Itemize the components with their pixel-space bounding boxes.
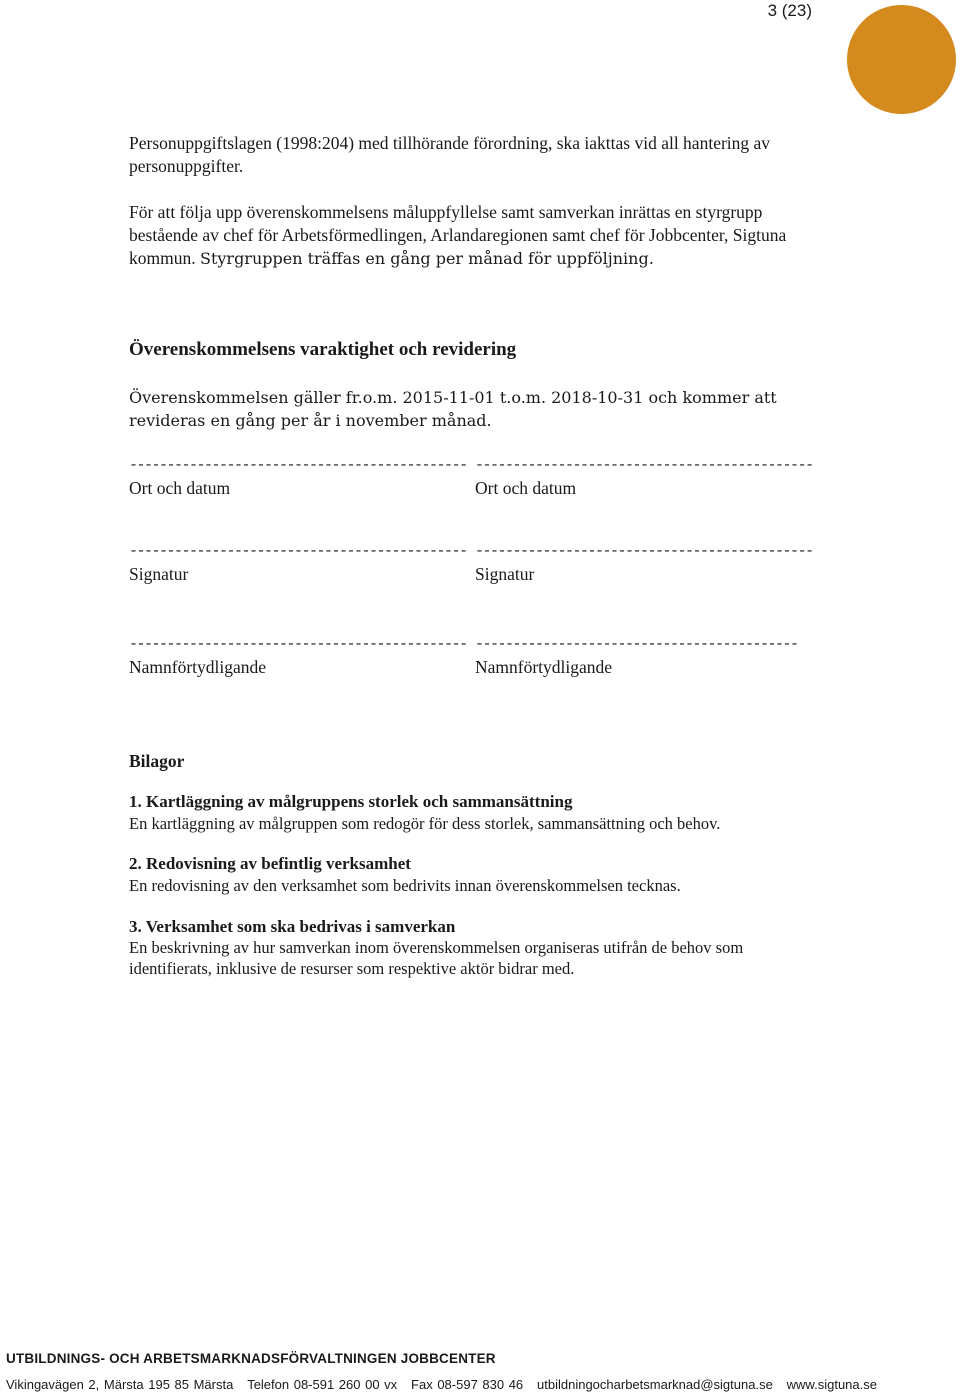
decorative-circle xyxy=(847,5,956,114)
footer-contact xyxy=(6,1377,877,1392)
footer-website[interactable]: www.sigtuna.se xyxy=(786,1377,877,1392)
footer-phone: Telefon 08-591 260 00 vx xyxy=(247,1377,398,1392)
footer-email[interactable]: utbildningocharbetsmarknad@sigtuna.se xyxy=(537,1377,773,1392)
attachment-3-description: En beskrivning av hur samverkan inom överenskommelsen organiseras utifrån de behov som identifierats, inklusive de resurser som respektive aktör bidrar med. xyxy=(129,938,744,978)
signature-line-right-1: --------------------------------------------- xyxy=(475,457,813,474)
signature-line-left-2: --------------------------------------------- xyxy=(129,543,467,560)
place-date-label-right: Ort och datum xyxy=(475,478,577,498)
signature-label-left: Signatur xyxy=(129,564,189,584)
footer-organization: UTBILDNINGS- OCH ARBETSMARKNADSFÖRVALTNINGEN JOBBCENTER xyxy=(6,1351,496,1366)
paragraph-personal-data: Personuppgiftslagen (1998:204) med tillhörande förordning, ska iakttas vid all hantering av personuppgifter. xyxy=(129,133,771,176)
signature-line-left-3: --------------------------------------------- xyxy=(129,636,467,653)
paragraph-steering-group-text: För att följa upp överenskommelsens måluppfyllelse samt samverkan inrättas en styrgrupp bestående av chef för Arbetsförmedlingen, Arlandaregionen samt chef för Jobbcenter, Sigtuna kommun. xyxy=(129,202,787,268)
page-number: 3 (23) xyxy=(767,1,812,20)
place-date-label-left: Ort och datum xyxy=(129,478,231,498)
paragraph-validity: Överenskommelsen gäller fr.o.m. 2015-11-01 t.o.m. 2018-10-31 och kommer att revideras en gång per år i november månad. xyxy=(129,388,777,430)
footer-fax: Fax 08-597 830 46 xyxy=(411,1377,524,1392)
signature-line-right-2: --------------------------------------------- xyxy=(475,543,813,560)
signature-line-left-1: --------------------------------------------- xyxy=(129,457,467,474)
paragraph-steering-group-meetings: Styrgruppen träffas en gång per månad för uppföljning. xyxy=(199,249,654,268)
attachment-1-title: 1. Kartläggning av målgruppens storlek och sammansättning xyxy=(129,792,573,811)
attachment-2-title: 2. Redovisning av befintlig verksamhet xyxy=(129,854,411,873)
attachments-heading: Bilagor xyxy=(129,751,185,771)
attachment-3-title: 3. Verksamhet som ska bedrivas i samverkan xyxy=(129,917,456,936)
attachment-2-description: En redovisning av den verksamhet som bedrivits innan överenskommelsen tecknas. xyxy=(129,876,681,895)
paragraph-steering-group xyxy=(129,201,834,270)
section-heading: Överenskommelsens varaktighet och revidering xyxy=(129,339,517,360)
signature-label-right: Signatur xyxy=(475,564,535,584)
signature-line-right-3: ------------------------------------------- xyxy=(475,636,798,653)
footer-address: Vikingavägen 2, Märsta 195 85 Märsta xyxy=(6,1377,234,1392)
name-clarification-label-left: Namnförtydligande xyxy=(129,657,267,677)
name-clarification-label-right: Namnförtydligande xyxy=(475,657,613,677)
attachment-1-description: En kartläggning av målgruppen som redogör för dess storlek, sammansättning och behov. xyxy=(129,814,721,833)
